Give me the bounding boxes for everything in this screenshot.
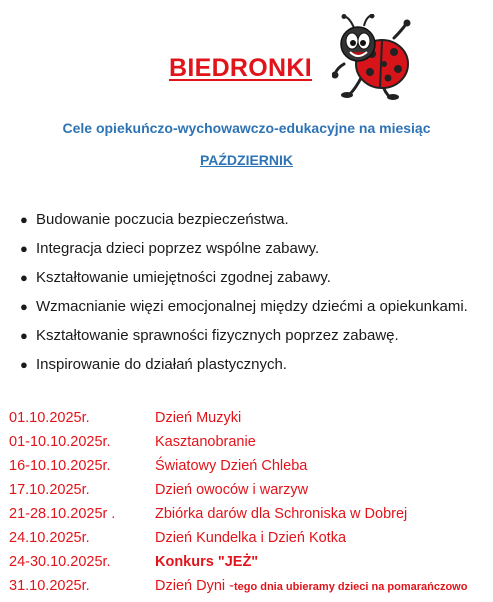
event-name: Dzień owoców i warzyw (155, 482, 309, 498)
event-date: 17.10.2025r. (9, 482, 90, 498)
event-date: 16-10.10.2025r. (9, 458, 111, 474)
event-row (9, 551, 493, 575)
bullet-icon: ● (20, 241, 28, 256)
event-row (9, 431, 493, 455)
event-name: Kasztanobranie (155, 434, 256, 450)
event-row (9, 503, 493, 527)
bullet-icon: ● (20, 328, 28, 343)
goal-text: Kształtowanie umiejętności zgodnej zabawy. (36, 269, 331, 286)
event-name: Zbiórka darów dla Schroniska w Dobrej (155, 506, 408, 522)
page-title: BIEDRONKI (169, 54, 312, 82)
event-name: Dzień Muzyki (155, 410, 242, 426)
event-name: Dzień Dyni - (155, 578, 234, 594)
subtitle: Cele opiekuńczo-wychowawczo-edukacyjne na miesiąc (62, 120, 431, 136)
goals-list (20, 209, 468, 383)
event-row (9, 407, 493, 431)
event-name: Dzień Kundelka i Dzień Kotka (155, 530, 347, 546)
bullet-icon: ● (20, 270, 28, 285)
event-date: 31.10.2025r. (9, 578, 90, 594)
event-date: 24-30.10.2025r. (9, 554, 111, 570)
events-list (9, 407, 493, 599)
list-item (20, 238, 468, 267)
event-row (9, 527, 493, 551)
month-heading: PAŹDZIERNIK (199, 152, 294, 168)
event-row (9, 455, 493, 479)
event-name: Konkurs "JEŻ" (155, 554, 259, 570)
event-note: tego dnia ubieramy dzieci na pomarańczowo (233, 581, 468, 593)
goal-text: Integracja dzieci poprzez wspólne zabawy. (36, 240, 320, 257)
event-name: Światowy Dzień Chleba (155, 458, 308, 474)
event-date: 01-10.10.2025r. (9, 434, 111, 450)
list-item (20, 325, 468, 354)
list-item (20, 209, 468, 238)
event-row (9, 575, 493, 599)
goal-text: Inspirowanie do działań plastycznych. (36, 356, 287, 373)
bullet-icon: ● (20, 212, 28, 227)
event-date: 24.10.2025r. (9, 530, 90, 546)
event-name-with-note (155, 575, 467, 598)
ladybug-icon (332, 14, 412, 100)
bullet-icon: ● (20, 357, 28, 372)
list-item (20, 296, 468, 325)
event-date: 21-28.10.2025r . (9, 506, 116, 522)
list-item (20, 267, 468, 296)
goal-text: Kształtowanie sprawności fizycznych poprzez zabawę. (36, 327, 399, 344)
event-row (9, 479, 493, 503)
bullet-icon: ● (20, 299, 28, 314)
list-item (20, 354, 468, 383)
goal-text: Wzmacnianie więzi emocjonalnej między dziećmi a opiekunkami. (36, 298, 468, 315)
event-date: 01.10.2025r. (9, 410, 90, 426)
goal-text: Budowanie poczucia bezpieczeństwa. (36, 211, 289, 228)
